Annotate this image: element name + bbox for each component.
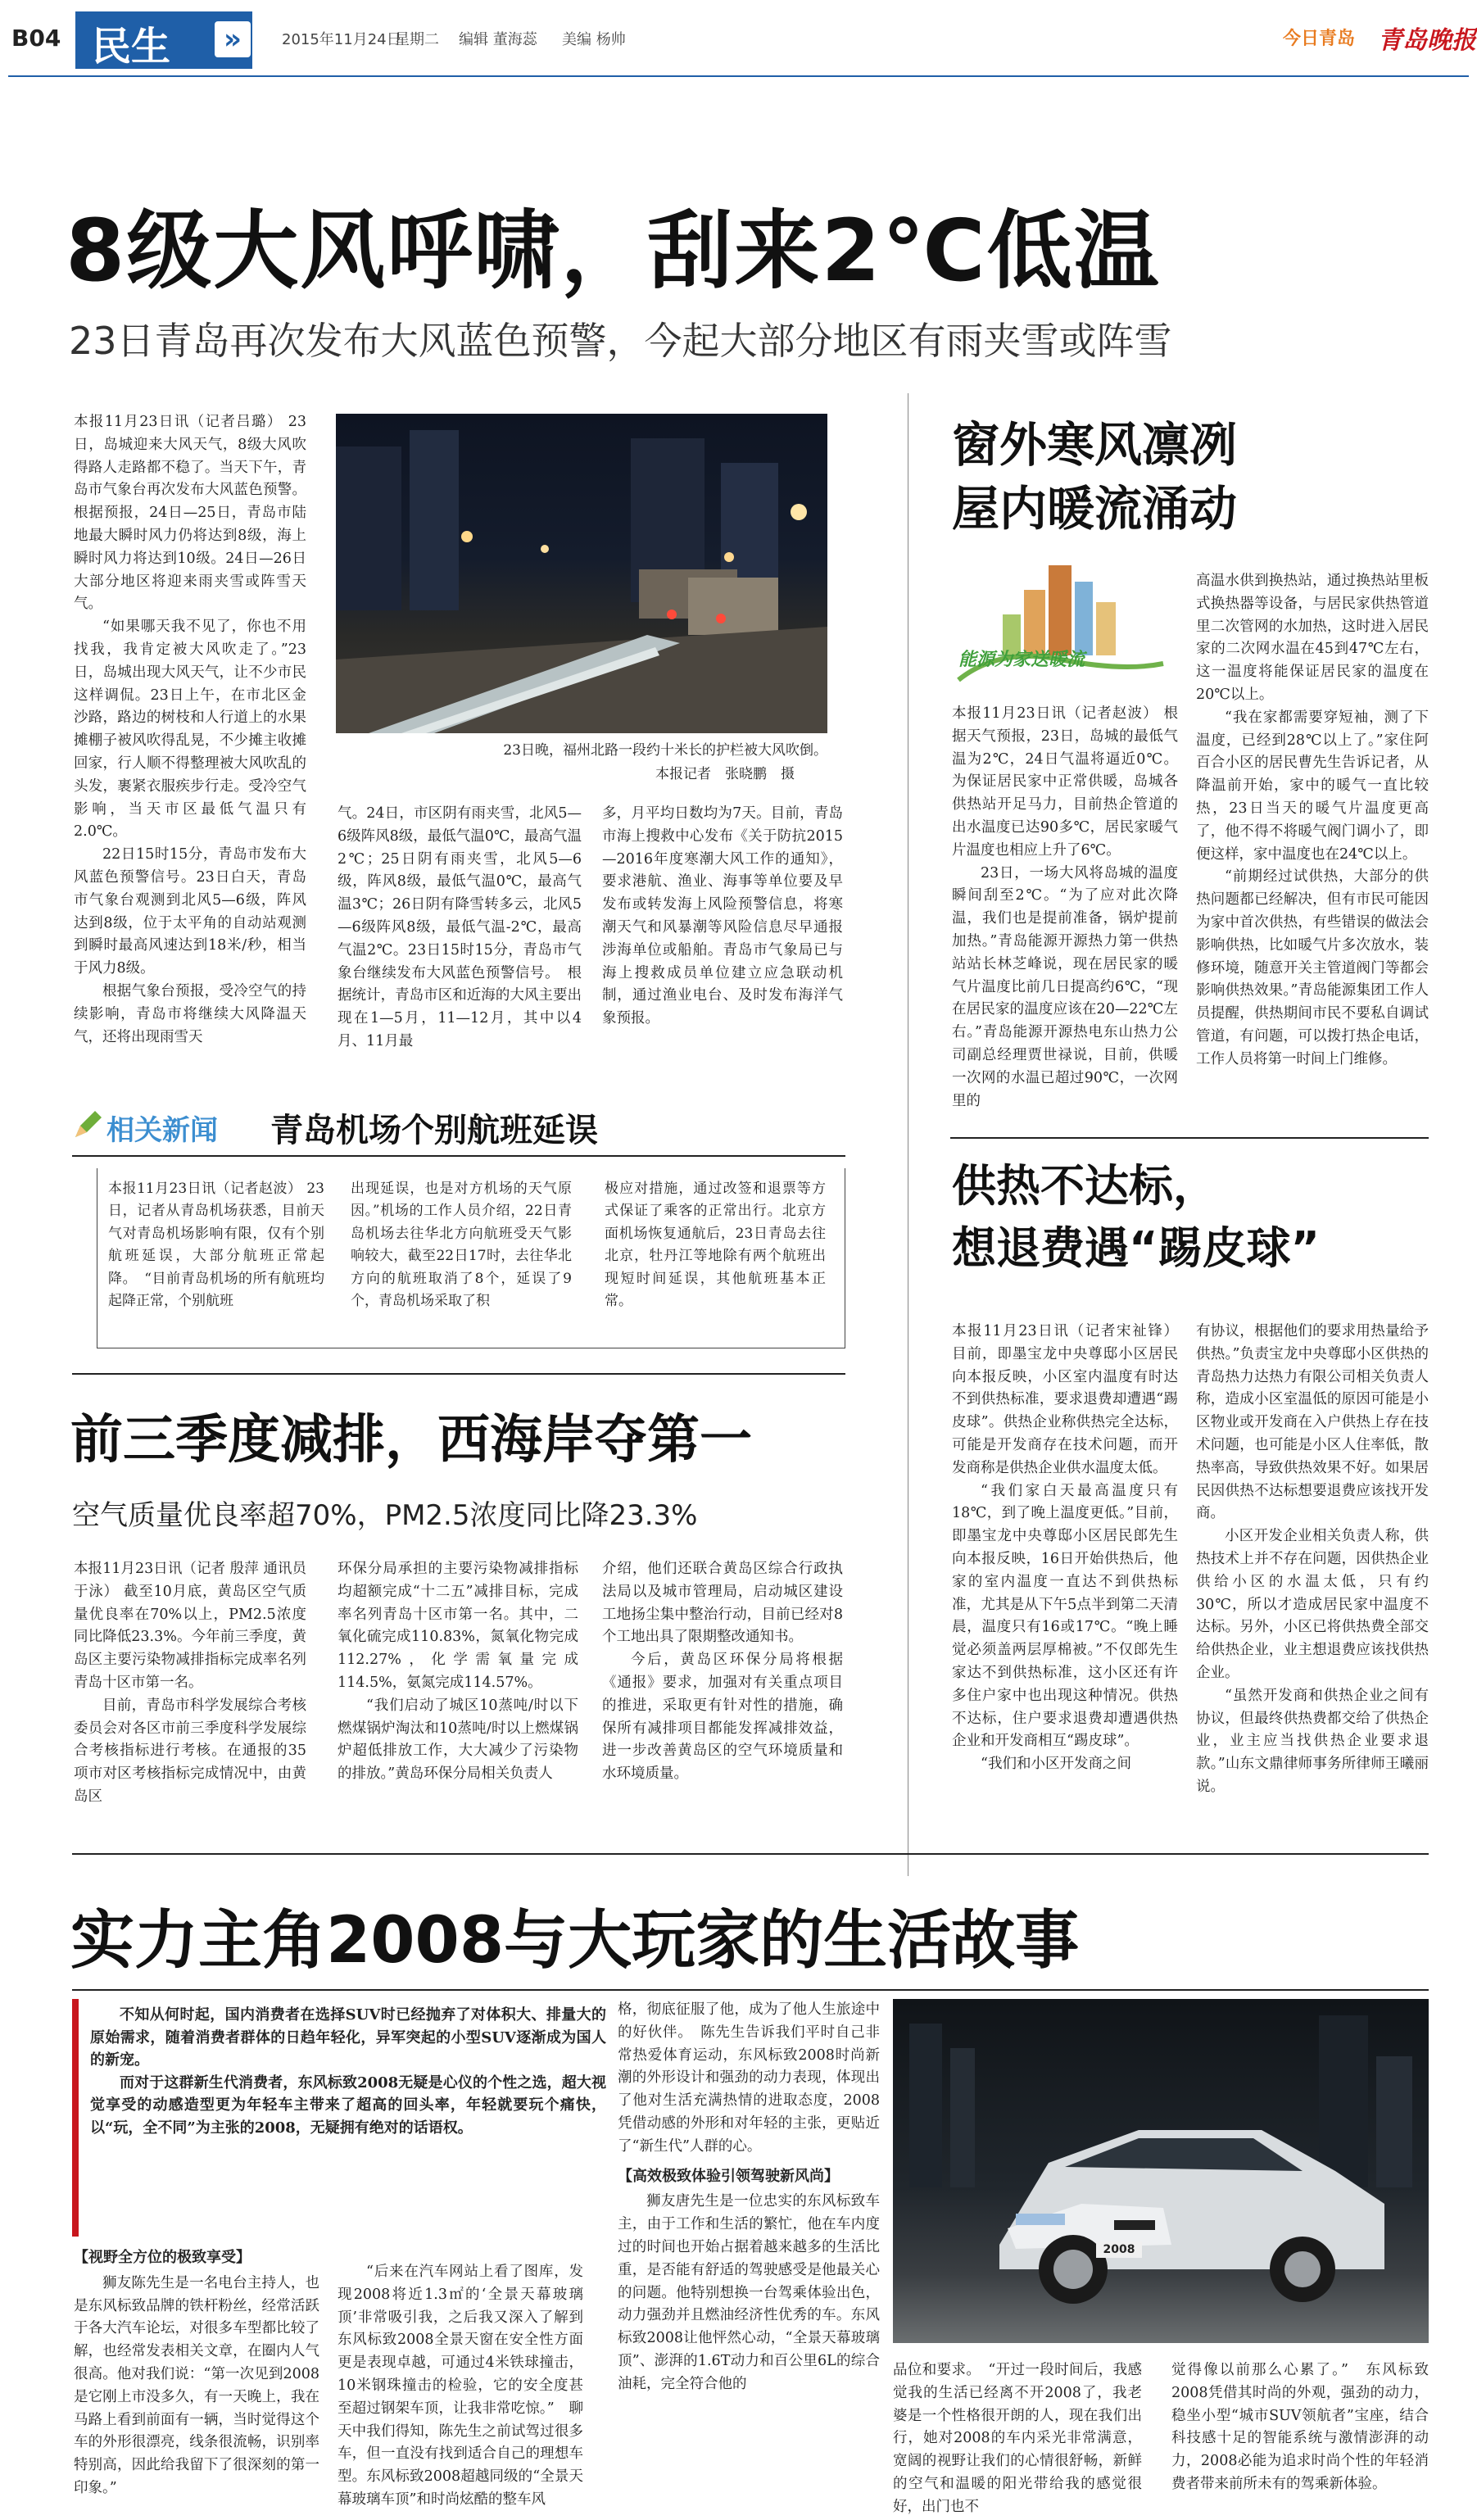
- paragraph: “我在家都需要穿短袖，测了下温度，已经到28℃以上了。”家住阿百合小区的居民曹先生告诉记者，从降温前开始，家中的暖气一直比较热，23日当天的暖气片温度更高了，他不得不将暖气阀门调小了，即便这样，家中温度也在24℃以上。: [1196, 709, 1429, 863]
- paragraph: 今后，黄岛区环保分局将根据《通报》要求，加强对有关重点项目的推进，采取更有针对性的措施，确保所有减排项目都能发挥减排效益，进一步改善黄岛区的空气环境质量和水环境质量。: [602, 1652, 843, 1783]
- section-label: 民生: [92, 24, 171, 70]
- related-col1: [108, 1178, 324, 1312]
- header-right-label: 今日青岛: [1283, 29, 1356, 49]
- peugeot-col1: [74, 2246, 319, 2500]
- paragraph: 多，月平均日数均为7天。目前，青岛市海上搜救中心发布《关于防抗2015—2016年度寒潮大风工作的通知》，要求港航、渔业、海事等单位要及早发布或转发海上风险预警信息，将寒潮天气和风暴潮等风险信息尽早通报涉海单位或船舶。青岛市气象局已与海上搜救成员单位建立应急联动机制，通过渔业电台、及时发布海洋气象预报。: [602, 805, 843, 1027]
- peugeot-col5: [1171, 2359, 1429, 2496]
- header-divider: [8, 75, 1469, 77]
- page-header: [0, 0, 1477, 79]
- header-date: 2015年11月24日: [282, 31, 401, 48]
- peugeot-col4: [893, 2359, 1142, 2519]
- paragraph: 23日，一场大风将岛城的温度瞬间刮至2℃。“为了应对此次降温，我们也是提前准备，锅炉提前加热。”青岛能源开源热力第一供热站站长林芝峰说，现在居民家的暖气片温度比前几日提高约6℃，“现在居民家的温度应该在20—22℃左右。”青岛能源开源热电东山热力公司副总经理贾世禄说，目前，供暖一次网的水温已超过90℃，一次网里的: [952, 864, 1178, 1109]
- paragraph: 有协议，根据他们的要求用热量给予供热。”负责宝龙中央尊邸小区供热的青岛热力达热力有限公司相关负责人称，造成小区室温低的原因可能是小区物业或开发商在入户供热上存在技术问题，也可能是小区人住率低，散热率高，导致供热效果不好。如果居民因供热不达标想要退费应该找开发商。: [1196, 1323, 1429, 1522]
- related-col2: [351, 1178, 572, 1312]
- paragraph: 觉得像以前那么心累了。” 东风标致2008凭借其时尚的外观，强劲的动力，稳坐小型“城市SUV领航者”宝座，结合科技感十足的智能系统与激情澎湃的动力，2008必能为追求时尚个性的年轻消费者带来前所未有的驾乘新体验。: [1171, 2362, 1429, 2492]
- header-editor: 编辑 董海蕊: [459, 31, 537, 48]
- paragraph: “如果哪天我不见了，你也不用找我，我肯定被大风吹走了。”23日，岛城出现大风天气，让不少市民这样调侃。23日上午，在市北区金沙路，路边的树枝和人行道上的水果摊棚子被风吹得乱晃，不少摊主收摊回家，行人顺不得整理被大风吹乱的头发，裹紧衣服疾步行走。受冷空气影响，当天市区最低气温只有2.0℃。: [74, 619, 306, 841]
- car-plate: 2008: [1096, 2241, 1142, 2258]
- paragraph: “虽然开发商和供热企业之间有协议，但最终供热费都交给了供热企业，业主应当找供热企业要求退款。”山东文鼎律师事务所律师王曦丽说。: [1196, 1687, 1429, 1795]
- paragraph: 狮友陈先生是一名电台主持人，也是东风标致品牌的铁杆粉丝，经常活跃于各大汽车论坛，对很多车型都比较了解，也经常发表相关文章，在圈内人气很高。他对我们说：“第一次见到2008是它刚上市没多久，有一天晚上，我在马路上看到前面有一辆，当时觉得这个车的外形很漂亮，线条很流畅，识别率特别高，因此给我留下了很深刻的第一印象。”: [74, 2274, 319, 2496]
- headline-heating-warm: 窗外寒风凛冽 屋内暖流涌动: [952, 417, 1238, 537]
- paragraph: 高温水供到换热站，通过换热站里板式换热器等设备，与居民家供热管道里二次管网的水加热，这时进入居民家的二次网水温在45到47℃左右，这一温度将能保证居民家的温度在20℃以上。: [1196, 573, 1429, 703]
- paragraph: 环保分局承担的主要污染物减排指标均超额完成“十二五”减排目标，完成率名列青岛十区市第一名。其中，二氧化硫完成110.83%，氮氧化物完成112.27%，化学需氧量完成114.5%，氨氮完成114.57%。: [338, 1561, 578, 1691]
- emission-col2: [338, 1558, 578, 1786]
- section-heading: 【高效极致体验引领驾驶新风尚】: [618, 2167, 839, 2185]
- chevron-icon: »: [215, 21, 251, 57]
- paragraph: 不知从何时起，国内消费者在选择SUV时已经抛弃了对体积大、排量大的原始需求，随着消费者群体的日趋年轻化，异军突起的小型SUV逐渐成为国人的新宠。: [90, 2006, 606, 2069]
- paragraph: 目前，青岛市科学发展综合考核委员会对各区市前三季度科学发展综合考核指标进行考核。在通报的35项市对区考核指标完成情况中，由黄岛区: [74, 1697, 306, 1805]
- paragraph: 而对于这群新生代消费者，东风标致2008无疑是心仪的个性之选，超大视觉享受的动感造型更为年轻车主带来了超高的回头率，年轻就要玩个痛快，以“玩，全不同”为主张的2008，无疑拥有绝对的话语权。: [90, 2074, 606, 2137]
- night-street-graphic: [336, 414, 827, 733]
- subheadline-wind: 23日青岛再次发布大风蓝色预警，今起大部分地区有雨夹雪或阵雪: [69, 319, 1172, 363]
- pencil-icon: [72, 1109, 103, 1140]
- heating-warm-col1: [952, 703, 1178, 1113]
- emission-top-rule: [72, 1373, 845, 1375]
- car-graphic: [893, 1999, 1429, 2343]
- car-advert-image: [893, 1999, 1429, 2343]
- photo-caption: 23日晚，福州北路一段约十米长的护栏被大风吹倒。: [503, 742, 827, 759]
- ad-top-rule: [72, 1853, 1429, 1855]
- paragraph: 品位和要求。 “开过一段时间后，我感觉我的生活已经离不开2008了，我老婆是一个性格很开朗的人，现在我们出行，她对2008的车内采光非常满意，宽阔的视野让我们的心情很舒畅，新鲜的空气和温暖的阳光带给我的感觉很好，出门也不: [893, 2362, 1142, 2515]
- paragraph: 22日15时15分，青岛市发布大风蓝色预警信号。23日白天，青岛市气象台观测到北风5—6级，阵风达到8级，位于太平角的自动站观测到瞬时最高风速达到18米/秒，相当于风力8级。: [74, 846, 306, 977]
- peugeot-col2: [338, 2261, 583, 2512]
- paragraph: 格，彻底征服了他，成为了他人生旅途中的好伙伴。 陈先生告诉我们平时自己非常热爱体育运动，东风标致2008时尚新潮的外形设计和强劲的动力表现，体现出了他对生活充满热情的进取态度，2008凭借动感的外形和对年轻的主张，更贴近了“新生代”人群的心。: [618, 2001, 880, 2155]
- paragraph: “后来在汽车网站上看了图库，发现2008将近1.3㎡的‘全景天幕玻璃顶’非常吸引我，之后我又深入了解到东风标致2008全景天窗在安全性方面更是表现卓越，可通过4米铁球撞击，10米钢珠撞击的检验，它的安全度甚至超过钢架车顶，让我非常吃惊。” 聊天中我们得知，陈先生之前试驾过很多车，但一直没有找到适合自己的理想车型。东风标致2008超越同级的“全景天幕玻璃车顶”和时尚炫酷的整车风: [338, 2264, 583, 2508]
- paragraph: 介绍，他们还联合黄岛区综合行政执法局以及城市管理局，启动城区建设工地扬尘集中整治行动，目前已经对8个工地出具了限期整改通知书。: [602, 1561, 843, 1646]
- related-news-badge: 相关新闻: [106, 1114, 218, 1147]
- right-section-divider: [950, 1137, 1429, 1139]
- wind-article-col2: [338, 803, 582, 1054]
- paragraph: 极应对措施，通过改签和退票等方式保证了乘客的正常出行。北京方面机场恢复通航后，23日青岛去往北京，牡丹江等地除有两个航班出现短时间延误，其他航班基本正常。: [605, 1181, 826, 1310]
- paragraph: “我们和小区开发商之间: [981, 1756, 1131, 1773]
- related-top-rule: [72, 1155, 845, 1157]
- paragraph: 本报11月23日讯（记者赵波） 23日，记者从青岛机场获悉，目前天气对青岛机场影响有限，仅有个别航班延误，大部分航班正常起降。 “目前青岛机场的所有航班均起降正常，个别航班: [108, 1181, 324, 1310]
- paragraph: 本报11月23日讯（记者吕璐） 23日，岛城迎来大风天气，8级大风吹得路人走路都不稳了。当天下午，青岛市气象台再次发布大风蓝色预警。根据预报，24日—25日，青岛市陆地最大瞬时风力仍将达到8级，海上瞬时风力将达到10级。24日—26日大部分地区将迎来雨夹雪或阵雪天气。: [74, 414, 306, 613]
- emission-col3: [602, 1558, 843, 1786]
- paragraph: “我们启动了城区10蒸吨/时以下燃煤锅炉淘汰和10蒸吨/时以上燃煤锅炉超低排放工作，大大减少了污染物的排放。”黄岛环保分局相关负责人: [338, 1697, 578, 1783]
- paragraph: 根据气象台预报，受冷空气的持续影响，青岛市将继续大风降温天气，还将出现雨雪天: [74, 982, 306, 1045]
- wind-article-col1: [74, 411, 306, 1049]
- heating-warm-col2: [1196, 570, 1429, 1072]
- headline-refund: 供热不达标， 想退费遇“踢皮球”: [952, 1160, 1320, 1274]
- paragraph: 本报11月23日讯（记者宋祉锋） 目前，即墨宝龙中央尊邸小区居民向本报反映，小区室内温度有时达不到供热标准，要求退费却遭遇“踢皮球”。供热企业称供热完全达标，可能是开发商存在技术问题，而开发商称是供热企业供水温度太低。: [952, 1323, 1178, 1476]
- headline-peugeot: 实力主角2008与大玩家的生活故事: [70, 1904, 1080, 1978]
- page-number: B04: [11, 25, 61, 52]
- photo-credit: 本报记者 张晓鹏 摄: [655, 766, 795, 782]
- paragraph: 气。24日，市区阴有雨夹雪，北风5—6级阵风8级，最低气温0℃，最高气温2℃；25日阴有雨夹雪，北风5—6级，阵风8级，最低气温0℃，最高气温3℃；26日阴有降雪转多云，北风5—6级阵风8级，最低气温-2℃，最高气温2℃。23日15时15分，青岛市气象台继续发布大风蓝色预警信号。 根据统计，青岛市区和近海的大风主要出现在1—5月，11—12月，其中以4月、11月最: [338, 805, 582, 1049]
- newspaper-logo: 青岛晚报: [1378, 26, 1476, 55]
- related-news-box: [72, 1093, 845, 1355]
- intro-text: [90, 2004, 606, 2140]
- peugeot-col3: [618, 1999, 880, 2396]
- related-news-title: 青岛机场个别航班延误: [270, 1112, 598, 1149]
- header-designer: 美编 杨帅: [562, 31, 626, 48]
- paragraph: 本报11月23日讯（记者赵波） 根据天气预报，23日，岛城的最低气温为2℃，24日气温将逼近0℃。为保证居民家中正常供暖，岛城各供热站开足马力，目前热企管道的出水温度已达90多℃，居民家暖气片温度也相应上升了6℃。: [952, 705, 1178, 859]
- header-weekday: 星期二: [395, 31, 439, 48]
- paragraph: 狮友唐先生是一位忠实的东风标致车主，由于工作和生活的繁忙，他在车内度过的时间也开始占据着越来越多的生活比重，是否能有舒适的驾驶感受是他最关心的问题。他特别想换一台驾乘体验出色，动力强劲并且燃油经济性优秀的车。东风标致2008让他怦然心动，“全景天幕玻璃顶”、澎湃的1.6T动力和百公里6L的综合油耗，完全符合他的: [618, 2193, 880, 2392]
- photo-fallen-railing: [336, 414, 827, 733]
- wind-article-col3: [602, 803, 843, 1031]
- refund-col1: [952, 1321, 1178, 1776]
- energy-logo: [950, 557, 1171, 688]
- paragraph: 本报11月23日讯（记者 殷萍 通讯员 于泳） 截至10月底，黄岛区空气质量优良率在70%以上，PM2.5浓度同比降低23.3%。今年前三季度，黄岛区主要污染物减排指标完成率名列青岛十区市第一名。: [74, 1561, 306, 1691]
- section-heading: 【视野全方位的极致享受】: [74, 2249, 251, 2266]
- related-col3: [605, 1178, 826, 1312]
- headline-wind: 8级大风呼啸，刮来2℃低温: [66, 201, 1161, 301]
- subheadline-emission: 空气质量优良率超70%，PM2.5浓度同比降23.3%: [72, 1499, 698, 1532]
- paragraph: 出现延误，也是对方机场的天气原因。”机场的工作人员介绍，22日青岛机场去往华北方向航班受天气影响较大，截至22日17时，去往华北方向的航班取消了8个，延误了9个，青岛机场采取了积: [351, 1181, 572, 1310]
- paragraph: “前期经过试供热，大部分的供热问题都已经解决，但有市民可能因为家中首次供热，有些错误的做法会影响供热，比如暖气片多次放水，装修环境，随意开关主管道阀门等都会影响供热效果。”青岛能源集团工作人员提醒，供热期间市民不要私自调试管道，有问题，可以拨打热企电话，工作人员将第一时间上门维修。: [1196, 868, 1429, 1067]
- ad-title-rule: [72, 1989, 1429, 1991]
- paragraph: “我们家白天最高温度只有18℃，到了晚上温度更低。”目前，即墨宝龙中央尊邸小区居民郎先生向本报反映，16日开始供热后，他家的室内温度一直达不到供热标准，尤其是从下午5点半到第二天清晨，温度只有16或17℃。“晚上睡觉必须盖两层厚棉被。”不仅郎先生家达不到供热标准，这小区还有许多住户家中也出现这种情况。供热不达标，住户要求退费却遭遇供热企业和开发商相互“踢皮球”。: [952, 1482, 1178, 1750]
- headline-emission: 前三季度减排，西海岸夺第一: [70, 1410, 752, 1471]
- energy-logo-text: 能源为家送暖流: [958, 650, 1085, 670]
- emission-col1: [74, 1558, 306, 1809]
- paragraph: 小区开发企业相关负责人称，供热技术上并不存在问题，因供热企业供给小区的水温太低，只有约30℃，所以才造成居民家中温度不达标。另外，小区已将供热费全部交给供热企业，业主想退费应该找供热企业。: [1196, 1528, 1429, 1681]
- refund-col2: [1196, 1321, 1429, 1799]
